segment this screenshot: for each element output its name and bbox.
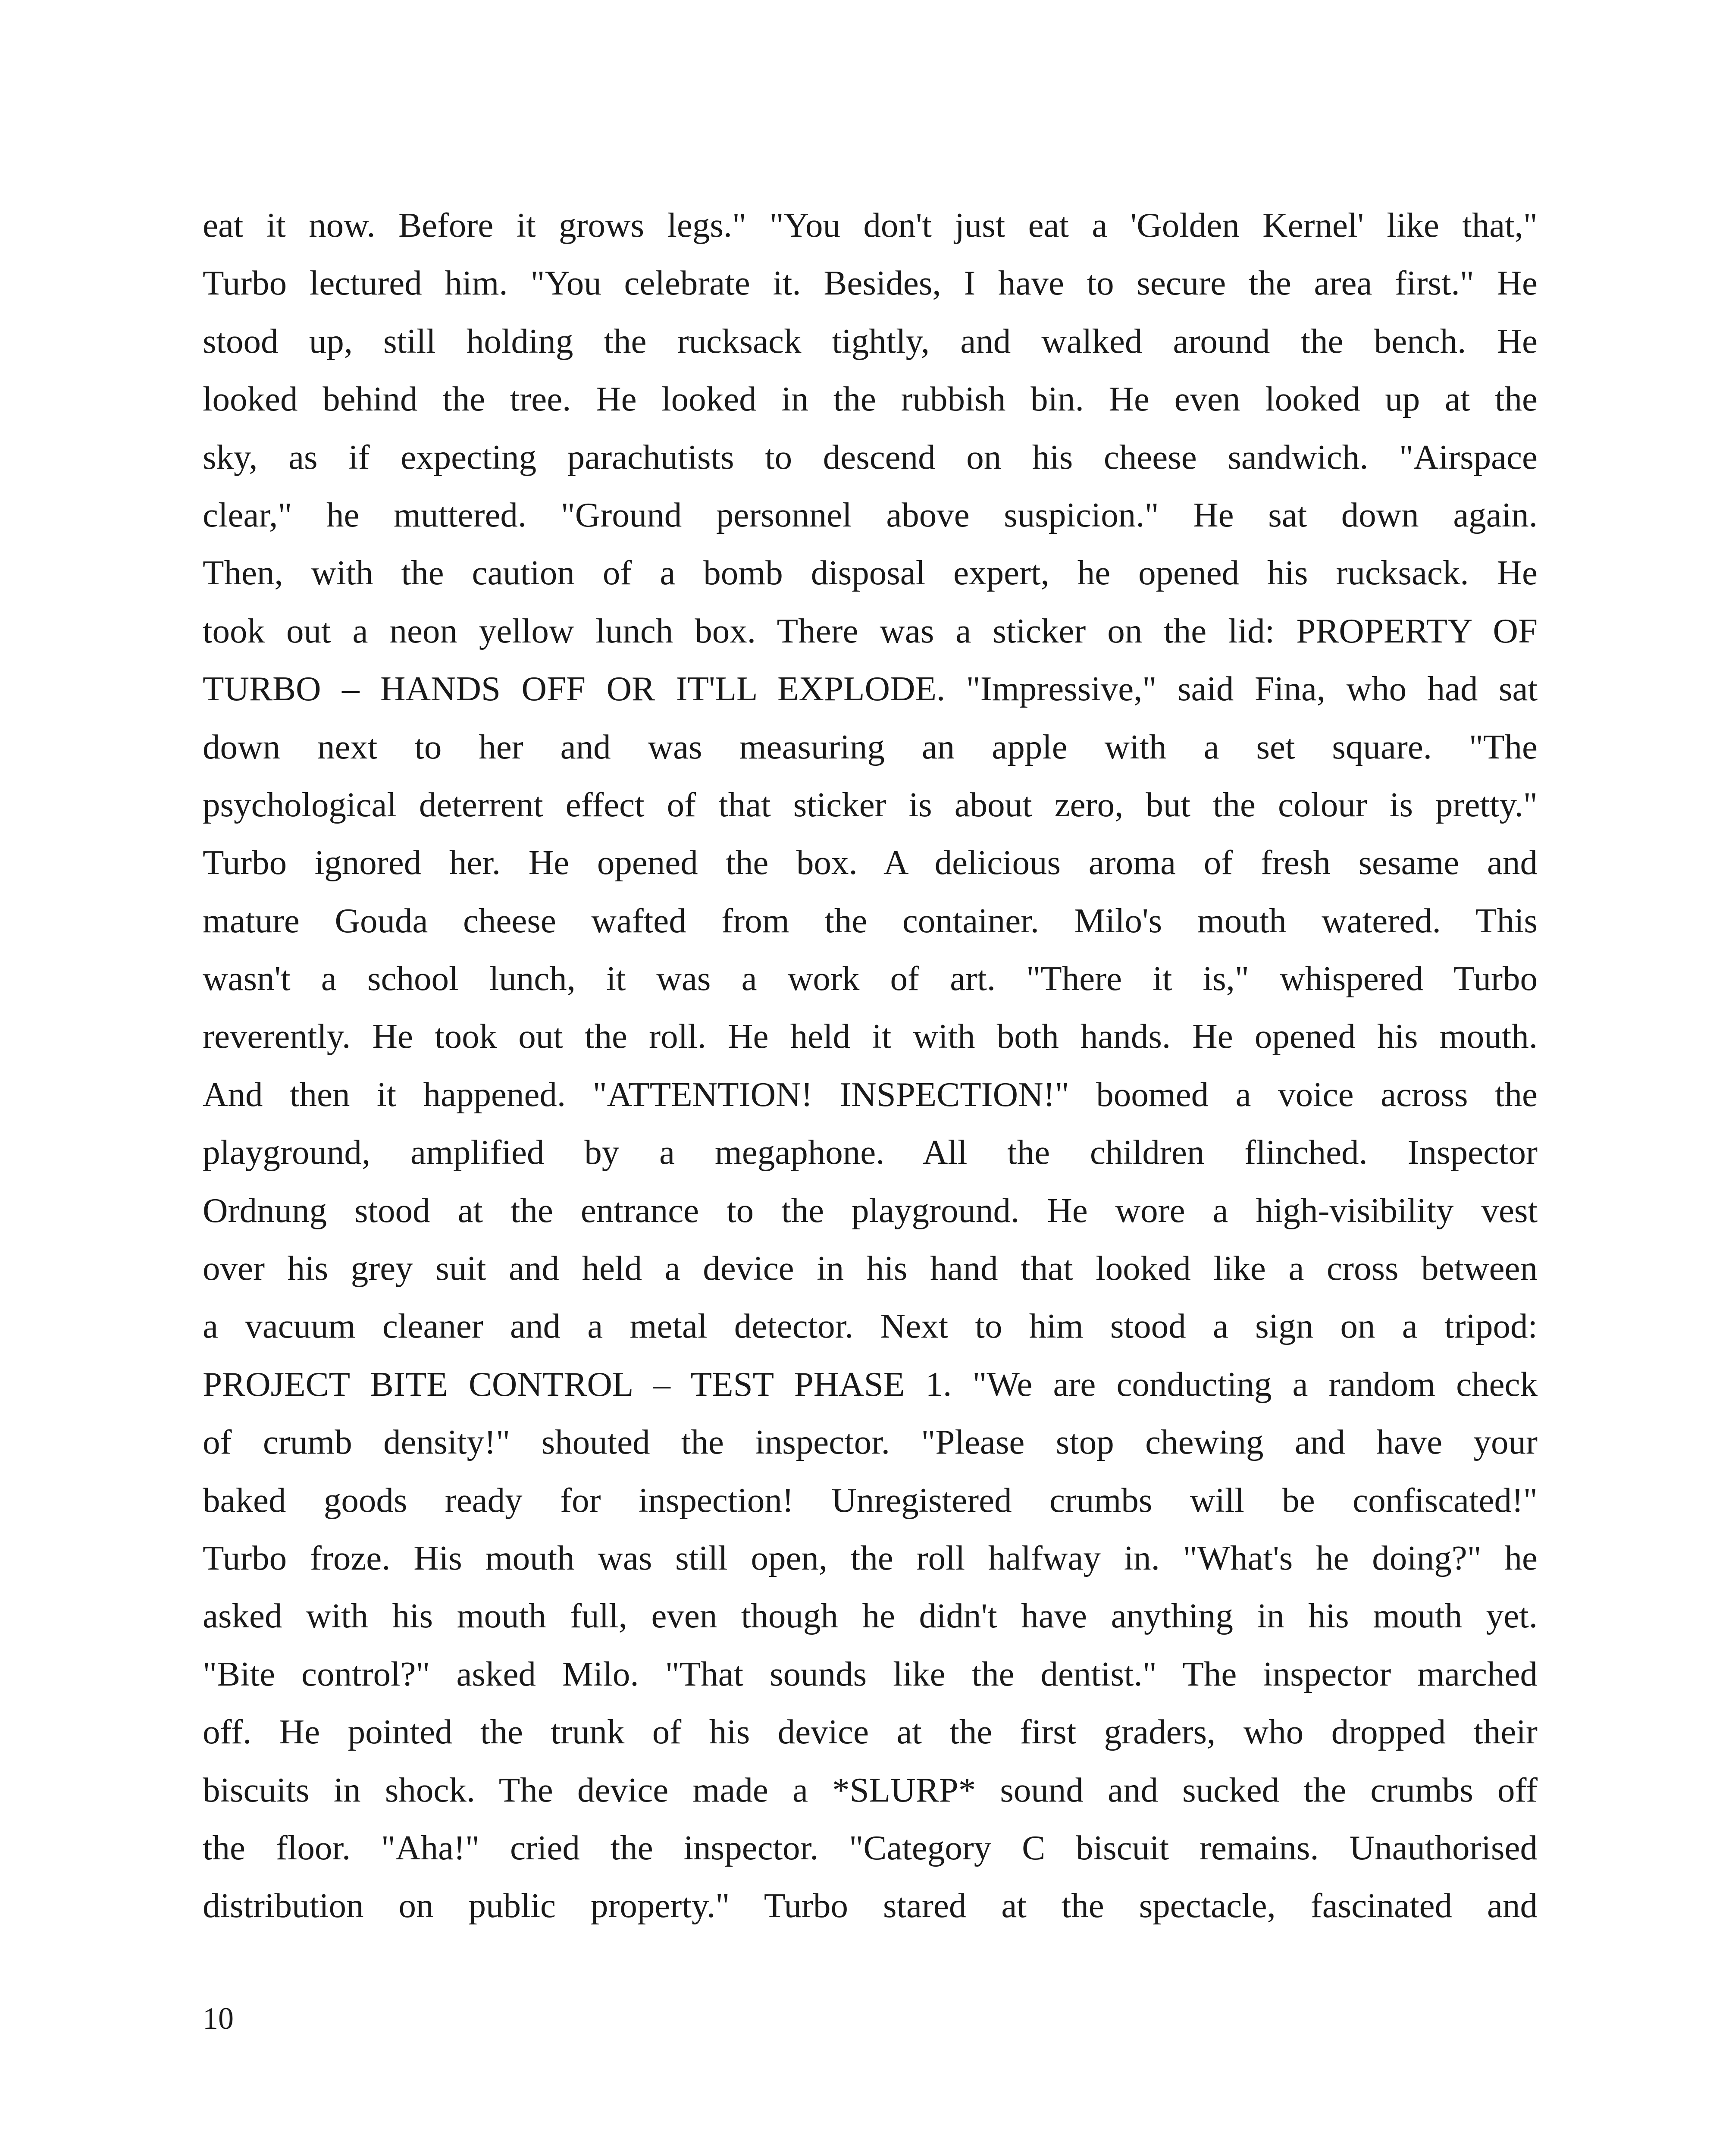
text-line: clear," he muttered. "Ground personnel above suspicion." He sat down again. xyxy=(203,495,1538,534)
text-line: "Bite control?" asked Milo. "That sounds like the dentist." The inspector marched xyxy=(203,1654,1538,1693)
text-line: Ordnung stood at the entrance to the playground. He wore a high-visibility vest xyxy=(203,1191,1538,1230)
text-line: reverently. He took out the roll. He held it with both hands. He opened his mouth. xyxy=(203,1017,1538,1056)
text-line: playground, amplified by a megaphone. All the children flinched. Inspector xyxy=(203,1133,1538,1172)
text-line: Turbo froze. His mouth was still open, the roll halfway in. "What's he doing?" he xyxy=(203,1538,1538,1577)
text-line: distribution on public property." Turbo stared at the spectacle, fascinated and xyxy=(203,1886,1538,1925)
text-line: off. He pointed the trunk of his device at the first graders, who dropped their xyxy=(203,1712,1538,1752)
text-line: down next to her and was measuring an apple with a set square. "The xyxy=(203,727,1538,766)
page-number: 10 xyxy=(203,2001,234,2036)
text-line: over his grey suit and held a device in his hand that looked like a cross between xyxy=(203,1249,1538,1288)
text-line: baked goods ready for inspection! Unregistered crumbs will be confiscated!" xyxy=(203,1480,1538,1520)
text-line: of crumb density!" shouted the inspector. "Please stop chewing and have your xyxy=(203,1423,1538,1462)
text-line: biscuits in shock. The device made a *SLURP* sound and sucked the crumbs off xyxy=(203,1770,1538,1809)
text-line: eat it now. Before it grows legs." "You don't just eat a 'Golden Kernel' like that," xyxy=(203,206,1538,244)
text-line: wasn't a school lunch, it was a work of art. "There it is," whispered Turbo xyxy=(203,959,1538,998)
text-line: Turbo ignored her. He opened the box. A delicious aroma of fresh sesame and xyxy=(203,843,1538,882)
text-line: took out a neon yellow lunch box. There was a sticker on the lid: PROPERTY OF xyxy=(203,611,1538,650)
text-line: a vacuum cleaner and a metal detector. Next to him stood a sign on a tripod: xyxy=(203,1307,1538,1346)
text-line: psychological deterrent effect of that sticker is about zero, but the colour is pretty." xyxy=(203,785,1538,824)
text-line: And then it happened. "ATTENTION! INSPECTION!" boomed a voice across the xyxy=(203,1075,1538,1114)
text-line: the floor. "Aha!" cried the inspector. "Category C biscuit remains. Unauthorised xyxy=(203,1828,1538,1867)
body-text xyxy=(203,196,1538,1935)
text-line: TURBO – HANDS OFF OR IT'LL EXPLODE. "Impressive," said Fina, who had sat xyxy=(203,669,1538,708)
text-line: Then, with the caution of a bomb disposal expert, he opened his rucksack. He xyxy=(203,553,1538,592)
text-line: sky, as if expecting parachutists to descend on his cheese sandwich. "Airspace xyxy=(203,437,1538,476)
text-line: PROJECT BITE CONTROL – TEST PHASE 1. "We are conducting a random check xyxy=(203,1364,1538,1404)
text-line: mature Gouda cheese wafted from the container. Milo's mouth watered. This xyxy=(203,901,1538,940)
text-line: asked with his mouth full, even though he didn't have anything in his mouth yet. xyxy=(203,1596,1538,1636)
text-line: looked behind the tree. He looked in the rubbish bin. He even looked up at the xyxy=(203,379,1538,419)
text-line: stood up, still holding the rucksack tightly, and walked around the bench. He xyxy=(203,321,1538,360)
text-line: Turbo lectured him. "You celebrate it. Besides, I have to secure the area first." He xyxy=(203,263,1538,303)
